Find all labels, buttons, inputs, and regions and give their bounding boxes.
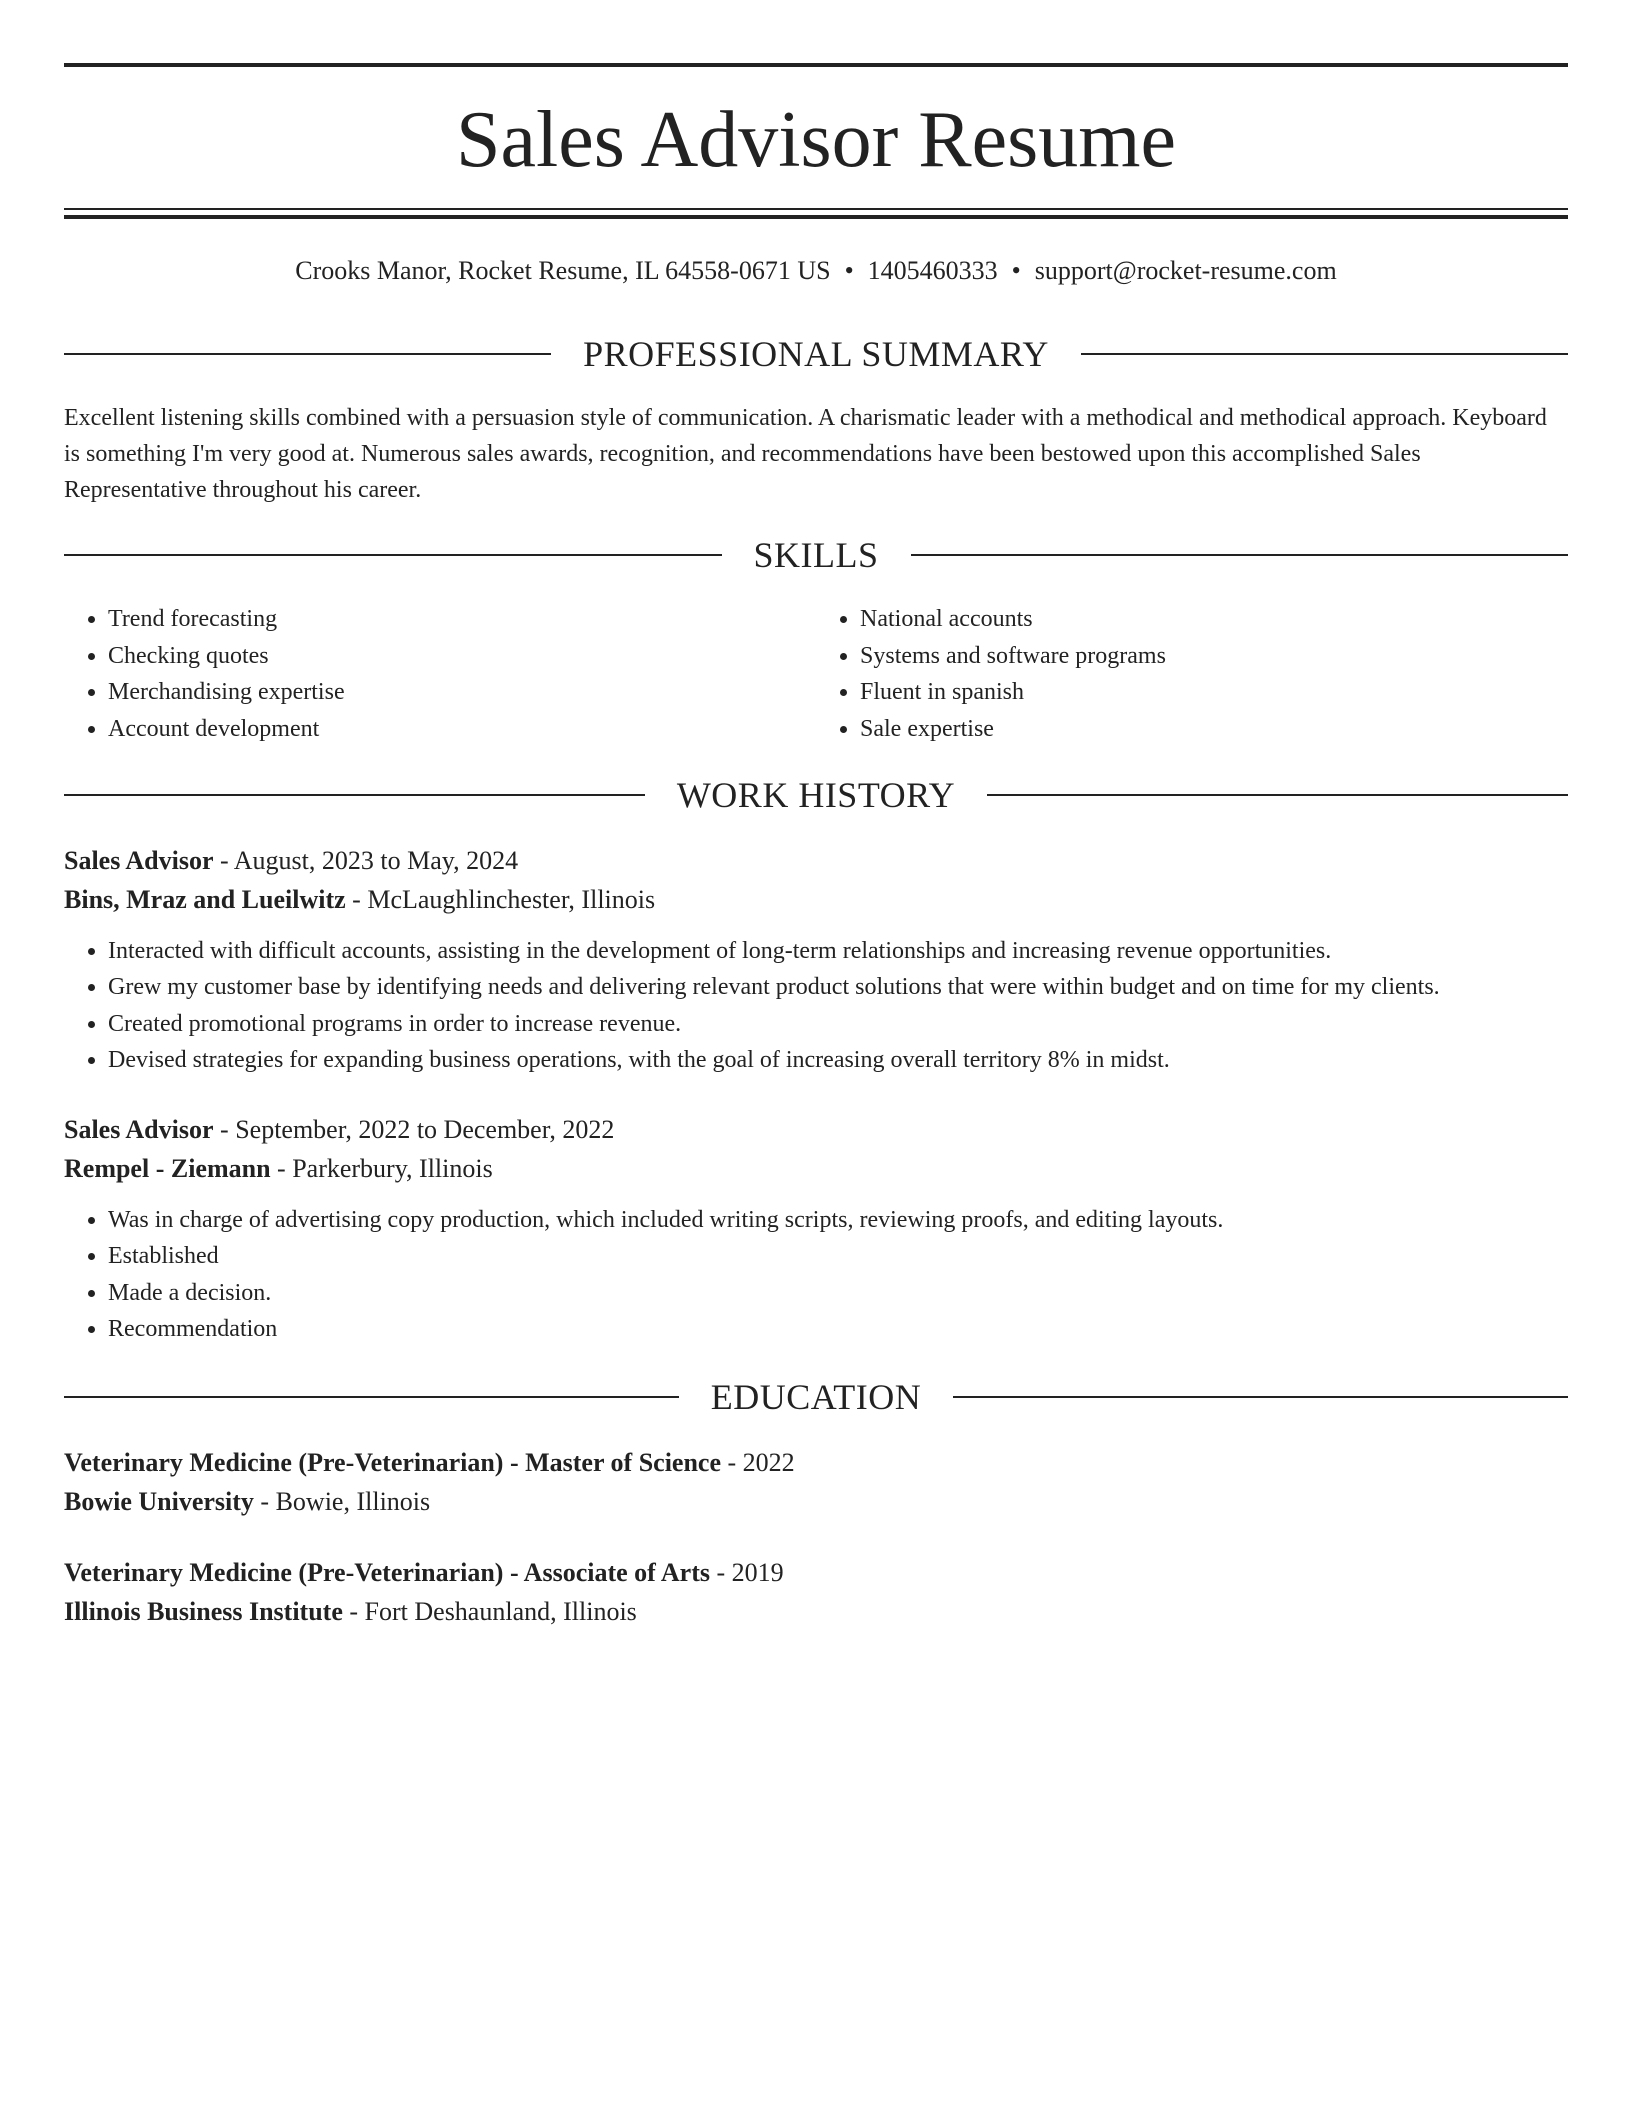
job-bullet: • Made a decision. <box>108 1275 1568 1311</box>
degree: Veterinary Medicine (Pre-Veterinarian) - Master of Science <box>64 1448 722 1477</box>
job-company: Rempel - Ziemann <box>64 1154 271 1183</box>
summary-heading-label: PROFESSIONAL SUMMARY <box>583 334 1049 374</box>
skills-column-right <box>816 601 1568 747</box>
job-bullet: • Grew my customer base by identifying needs and delivering relevant product solutions that were within budget and on time for my clients. <box>108 969 1568 1005</box>
job-bullets <box>64 933 1568 1078</box>
job-dates: - September, 2022 to December, 2022 <box>213 1115 615 1144</box>
skill-item: • National accounts <box>860 601 1568 638</box>
job-bullets <box>64 1202 1568 1347</box>
education-heading-label: EDUCATION <box>710 1377 922 1417</box>
heading-rule-right <box>987 794 1568 796</box>
education-entry <box>64 1553 1568 1631</box>
job-bullet: • Was in charge of advertising copy production, which included writing scripts, reviewing proofs, and editing layouts. <box>108 1202 1568 1238</box>
skills-heading-label: SKILLS <box>753 535 879 575</box>
contact-line <box>64 253 1568 289</box>
skills-list <box>64 601 1568 747</box>
title-rule-thin <box>64 208 1568 210</box>
skills-column-left <box>64 601 816 747</box>
job-entry <box>64 1110 1568 1347</box>
degree-line <box>64 1443 1568 1482</box>
work-heading-label: WORK HISTORY <box>676 775 956 815</box>
job-company-line <box>64 1149 1568 1188</box>
job-company-line <box>64 880 1568 919</box>
contact-separator: • <box>844 256 854 285</box>
summary-text: Excellent listening skills combined with a persuasion style of communication. A charismatic leader with a methodical and methodical approach. Keyboard is something I'm very good at. Numerous sales awards, recognition, and recommendations have been bestowed upon this accomplished Sales Representative throughout his career. <box>64 405 1547 503</box>
school: Bowie University <box>64 1487 254 1516</box>
education-heading <box>64 1377 1568 1417</box>
job-bullet: • Created promotional programs in order to increase revenue. <box>108 1006 1568 1042</box>
contact-phone: 1405460333 <box>867 256 998 285</box>
job-location: - Parkerbury, Illinois <box>270 1154 493 1183</box>
skill-item: • Systems and software programs <box>860 638 1568 675</box>
degree-year: - 2019 <box>709 1558 784 1587</box>
job-title-line <box>64 841 1568 880</box>
heading-rule-left <box>64 1396 679 1398</box>
heading-rule-left <box>64 794 645 796</box>
top-rule <box>64 63 1568 67</box>
degree: Veterinary Medicine (Pre-Veterinarian) - Associate of Arts <box>64 1558 710 1587</box>
skill-item: • Checking quotes <box>108 638 816 675</box>
job-bullet: • Devised strategies for expanding business operations, with the goal of increasing overall territory 8% in midst. <box>108 1042 1568 1078</box>
job-title-line <box>64 1110 1568 1149</box>
school-location: - Fort Deshaunland, Illinois <box>342 1597 637 1626</box>
job-title: Sales Advisor <box>64 846 214 875</box>
school-line <box>64 1482 1568 1521</box>
heading-rule-right <box>911 554 1569 556</box>
contact-address: Crooks Manor, Rocket Resume, IL 64558-0671 US <box>295 256 831 285</box>
job-location: - McLaughlinchester, Illinois <box>345 885 656 914</box>
page-title: Sales Advisor Resume <box>456 96 1176 184</box>
job-bullet: • Interacted with difficult accounts, assisting in the development of long-term relationships and increasing revenue opportunities. <box>108 933 1568 969</box>
contact-separator: • <box>1011 256 1021 285</box>
job-bullet: • Recommendation <box>108 1311 1568 1347</box>
skill-item: • Account development <box>108 711 816 748</box>
job-bullet: • Established <box>108 1238 1568 1274</box>
heading-rule-right <box>953 1396 1568 1398</box>
school-location: - Bowie, Illinois <box>253 1487 431 1516</box>
title-rule-thick <box>64 215 1568 219</box>
skill-item: • Sale expertise <box>860 711 1568 748</box>
education-entry <box>64 1443 1568 1521</box>
heading-rule-left <box>64 554 722 556</box>
degree-line <box>64 1553 1568 1592</box>
degree-year: - 2022 <box>721 1448 795 1477</box>
skill-item: • Merchandising expertise <box>108 674 816 711</box>
job-dates: - August, 2023 to May, 2024 <box>213 846 519 875</box>
skill-item: • Fluent in spanish <box>860 674 1568 711</box>
job-entry <box>64 841 1568 1078</box>
school: Illinois Business Institute <box>64 1597 343 1626</box>
job-company: Bins, Mraz and Lueilwitz <box>64 885 346 914</box>
heading-rule-right <box>1081 353 1568 355</box>
heading-rule-left <box>64 353 551 355</box>
contact-email: support@rocket-resume.com <box>1034 256 1337 285</box>
job-title: Sales Advisor <box>64 1115 214 1144</box>
summary-heading <box>64 334 1568 374</box>
skills-heading <box>64 535 1568 575</box>
skill-item: • Trend forecasting <box>108 601 816 638</box>
school-line <box>64 1592 1568 1631</box>
work-heading <box>64 775 1568 815</box>
